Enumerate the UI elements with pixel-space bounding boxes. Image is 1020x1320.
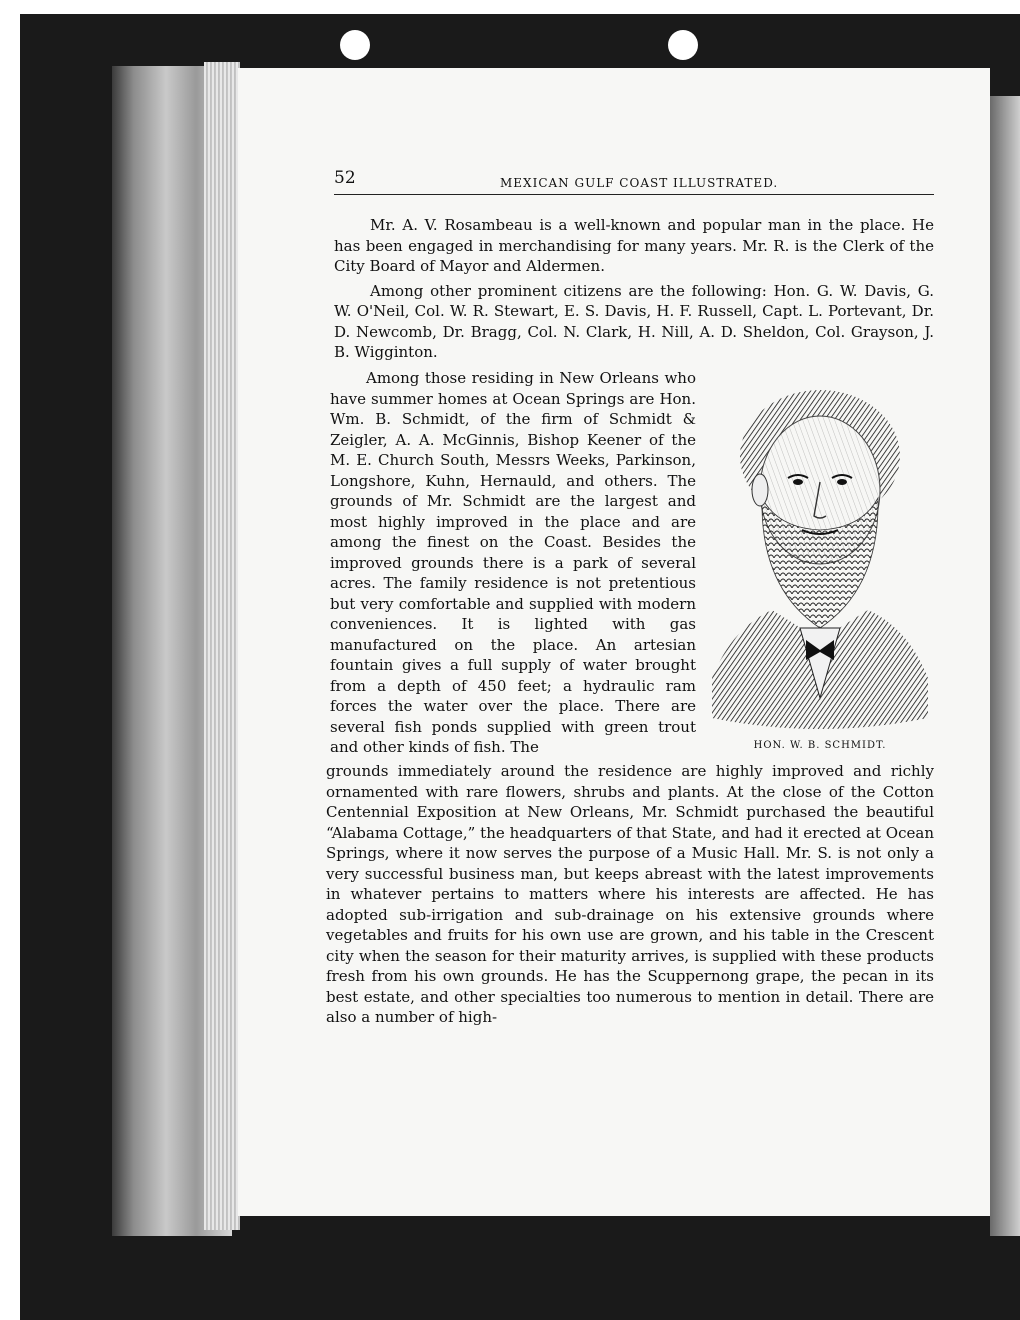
punch-hole-left	[340, 30, 370, 60]
page-stack	[204, 62, 240, 1230]
paragraph-ocean-springs-column: Among those residing in New Orleans who have summer homes at Ocean Springs are Hon. Wm. B. Schmidt, of the firm of Schmidt & Zeigler, A. A. McGinnis, Bishop Keener of the M. E. Church South, Messrs Weeks, Parkinson, Longshore, Kuhn, Hernauld, and others. The grounds of Mr. Schmidt are the largest and most highly improved in the place and are among the finest on the Coast. Besides the improved grounds there is a park of several acres. The family residence is not pretentious but very comfortable and supplied with modern conveniences. It is lighted with gas manufactured on the place. An artesian fountain gives a full supply of water brought from a depth of 450 feet; a hydraulic ram forces the water over the place. There are several fish ponds supplied with green trout and other kinds of fish. The	[330, 369, 696, 756]
running-head: MEXICAN GULF COAST ILLUSTRATED.	[500, 176, 779, 190]
paragraph-prominent-citizens: Among other prominent citizens are the following: Hon. G. W. Davis, G. W. O'Neil, Col. W. R. Stewart, E. S. Davis, H. F. Russell, Capt. L. Portevant, Dr. D. Newcomb, Dr. Bragg, Col. N. Clark, H. Nill, A. D. Sheldon, Col. Grayson, J. B. Wigginton.	[334, 281, 934, 361]
portrait-engraving	[702, 378, 938, 734]
punch-hole-right	[668, 30, 698, 60]
paragraph-rosambeau: Mr. A. V. Rosambeau is a well-known and popular man in the place. He has been engaged in merchandising for many years. Mr. R. is the Clerk of the City Board of Mayor and Aldermen.	[334, 216, 934, 275]
facing-page-edge	[990, 96, 1020, 1236]
page-number: 52	[334, 168, 356, 188]
portrait-caption: HON. W. B. SCHMIDT.	[753, 740, 887, 751]
paragraph-schmidt-grounds: grounds immediately around the residence are highly improved and richly ornamented with rare flowers, shrubs and plants. At the close of the Cotton Centennial Exposition at New Orleans, Mr. Schmidt purchased the beautiful “Alabama Cottage,” the headquarters of that State, and had it erected at Ocean Springs, where it now serves the purpose of a Music Hall. Mr. S. is not only a very successful business man, but keeps abreast with the latest improvements in whatever pertains to matters where his interests are affected. He has adopted sub-irrigation and sub-drainage on his extensive grounds where vegetables and fruits for his own use are grown, and his table in the Crescent city when the season for their maturity arrives, is supplied with these products fresh from his own grounds. He has the Scuppernong grape, the pecan in its best estate, and other specialties too numerous to mention in detail. There are also a number of high-	[326, 762, 934, 1026]
intro-paragraphs	[334, 215, 934, 363]
page-header	[334, 166, 934, 195]
